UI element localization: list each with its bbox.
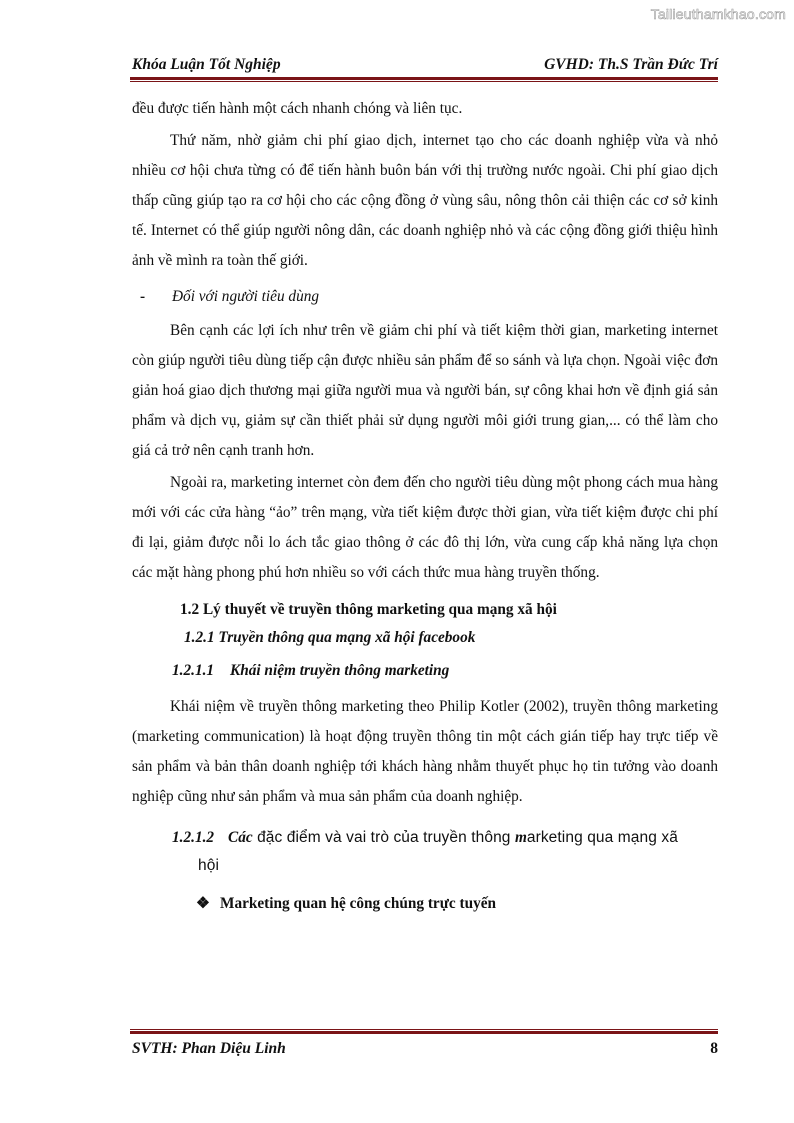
heading-text-part: arketing qua mạng xã: [526, 829, 678, 846]
paragraph-consumer-benefits: Bên cạnh các lợi ích như trên về giảm chi phí và tiết kiệm thời gian, marketing internet còn giúp người tiêu dùng tiếp cận được nhiều sản phẩm để so sánh và lựa chọn. Ngoài việc đơn giản hoá giao dịch thương mại giữa người mua và người bán, sự công khai hơn về định giá sản phẩm và dịch vụ, giảm sự cần thiết phải sử dụng người môi giới trung gian,... có thể làm cho giá cả trở nên cạnh tranh hơn.: [132, 322, 718, 459]
paragraph-virtual-stores: Ngoài ra, marketing internet còn đem đến cho người tiêu dùng một phong cách mua hàng mới với các cửa hàng “ảo” trên mạng, vừa tiết kiệm được thời gian, vừa tiết kiệm được chi phí đi lại, giảm được nỗi lo ách tắc giao thông ở các đô thị lớn, vừa cung cấp khả năng lựa chọn các mặt hàng phong phú hơn nhiều so với cách thức mua hàng truyền thống.: [132, 474, 718, 581]
page-header: [132, 50, 718, 74]
footer-student: SVTH: Phan Diệu Linh: [132, 1040, 286, 1057]
header-thesis-title: Khóa Luận Tốt Nghiệp: [132, 56, 281, 73]
footer-divider: [130, 1029, 718, 1034]
heading-1-2-1-1: [172, 656, 718, 686]
heading-number: 1.2.1.2: [172, 829, 215, 846]
header-divider: [130, 77, 718, 82]
heading-1-2-1: 1.2.1 Truyền thông qua mạng xã hội facebook: [184, 629, 476, 646]
dash-marker: -: [140, 288, 146, 305]
heading-number: 1.2.1.1: [172, 662, 215, 679]
heading-text: Khái niệm truyền thông marketing: [230, 662, 450, 679]
heading-text-part: đặc điểm và vai trò của truyền thông: [252, 829, 515, 846]
heading-text-line2: hội: [198, 857, 219, 874]
diamond-item: [196, 890, 718, 918]
heading-1-2-1-2: [172, 824, 718, 880]
bullet-label: Đối với người tiêu dùng: [172, 288, 320, 305]
diamond-item-label: Marketing quan hệ công chúng trực tuyến: [220, 895, 497, 912]
paragraph-definition: Khái niệm về truyền thông marketing theo Philip Kotler (2002), truyền thông marketing (marketing communication) là hoạt động truyền thông tin một cách gián tiếp hay trực tiếp về sản phẩm và bản thân doanh nghiệp tới khách hàng nhằm thuyết phục họ tin tưởng vào doanh nghiệp cũng như sản phẩm và mua sản phẩm của doanh nghiệp.: [132, 698, 718, 805]
paragraph-continuation: đều được tiến hành một cách nhanh chóng và liên tục.: [132, 100, 463, 117]
heading-text-part: Các: [228, 829, 253, 846]
header-advisor: GVHD: Th.S Trần Đức Trí: [544, 56, 718, 73]
diamond-bullet-icon: ❖: [196, 895, 210, 912]
heading-1-2: 1.2 Lý thuyết về truyền thông marketing qua mạng xã hội: [180, 601, 557, 618]
paragraph-fifth-benefit: Thứ năm, nhờ giảm chi phí giao dịch, internet tạo cho các doanh nghiệp vừa và nhỏ nhiều cơ hội chưa từng có để tiến hành buôn bán với thị trường nước ngoài. Chi phí giao dịch thấp cũng giúp tạo ra cơ hội cho các cộng đồng ở vùng sâu, nông thôn cải thiện các cơ sở kinh tế. Internet có thể giúp người nông dân, các doanh nghiệp nhỏ và các cộng đồng giới thiệu hình ảnh về mình ra toàn thế giới.: [132, 132, 718, 269]
page-body: [132, 94, 718, 918]
heading-text-part: m: [514, 829, 527, 846]
page-footer: [132, 1040, 718, 1058]
bullet-consumers: [132, 284, 718, 310]
watermark: Tailieuthamkhao.com: [650, 6, 786, 22]
page-number: 8: [710, 1040, 718, 1057]
